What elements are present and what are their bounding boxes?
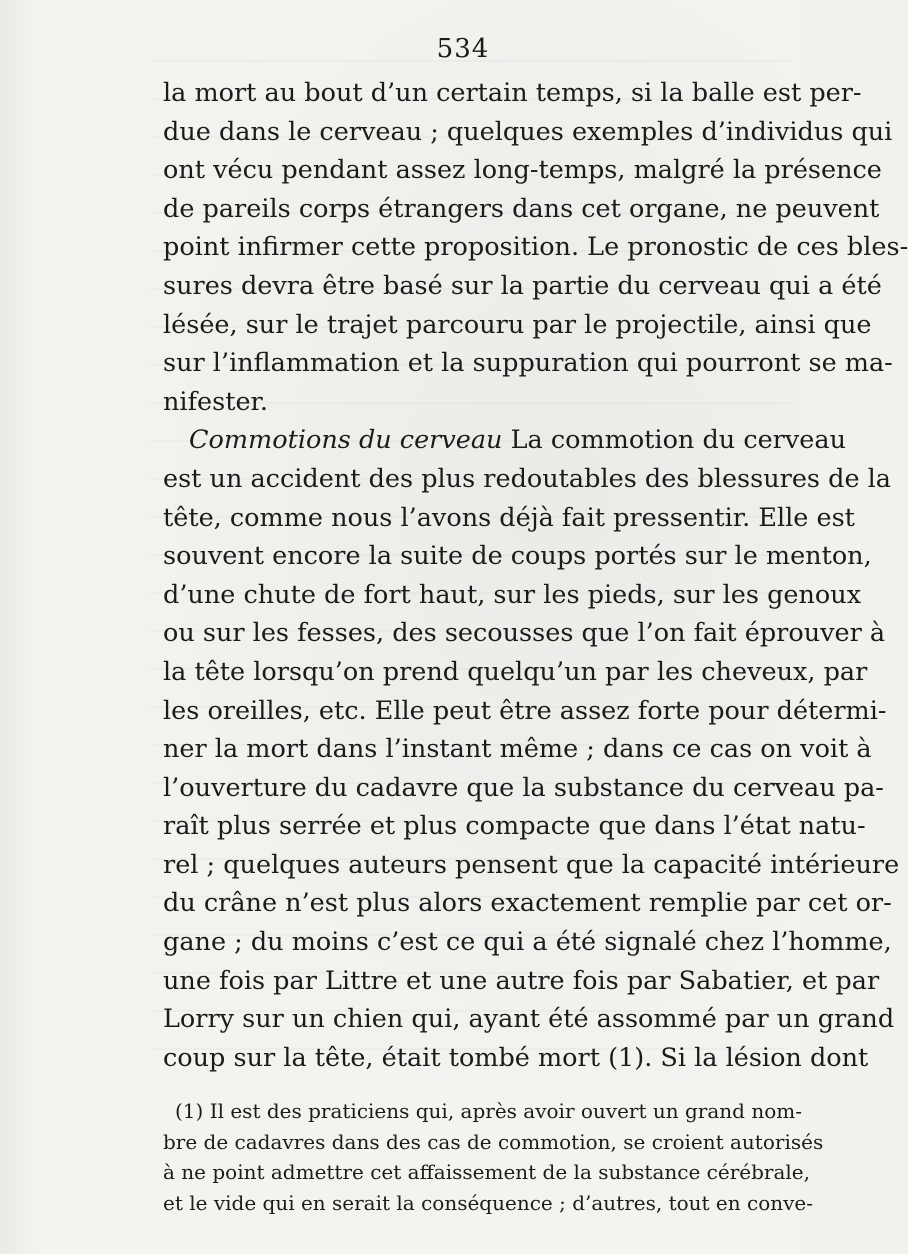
text-line: due dans le cerveau ; quelques exemples d’individus qui (163, 116, 893, 147)
text-line: point infirmer cette proposition. Le pronostic de ces bles- (163, 232, 908, 263)
main-text (163, 74, 908, 1077)
text-line: la tête lorsqu’on prend quelqu’un par les cheveux, par (163, 656, 868, 687)
text-line: rel ; quelques auteurs pensent que la capacité intérieure (163, 849, 900, 880)
text-line: de pareils corps étrangers dans cet organe, ne peuvent (163, 193, 880, 224)
text-line: les oreilles, etc. Elle peut être assez forte pour détermi- (163, 695, 887, 726)
text-line: coup sur la tête, était tombé mort (1). Si la lésion dont (163, 1042, 869, 1073)
section-heading-continuation: La commotion du cerveau (502, 425, 846, 456)
footnote-line: et le vide qui en serait la conséquence ; d’autres, tout en conve- (163, 1190, 814, 1215)
text-line: lésée, sur le trajet parcouru par le projectile, ainsi que (163, 309, 872, 340)
text-line: ont vécu pendant assez long-temps, malgré la présence (163, 155, 882, 186)
text-line: d’une chute de fort haut, sur les pieds, sur les genoux (163, 579, 862, 610)
footnote-line: (1) Il est des praticiens qui, après avoir ouvert un grand nom- (175, 1099, 802, 1123)
section-heading: Commotions du cerveau (189, 425, 503, 456)
footnote-line: à ne point admettre cet affaissement de la substance cérébrale, (163, 1160, 810, 1185)
text-line: raît plus serrée et plus compacte que dans l’état natu- (163, 811, 866, 842)
text-line: l’ouverture du cadavre que la substance du cerveau pa- (163, 772, 884, 803)
text-line: nifester. (163, 386, 269, 417)
text-line: ner la mort dans l’instant même ; dans ce cas on voit à (163, 734, 872, 765)
section-start-line (163, 421, 846, 460)
text-line: sures devra être basé sur la partie du cerveau qui a été (163, 270, 882, 301)
footnote (163, 1096, 824, 1218)
text-line: du crâne n’est plus alors exactement remplie par cet or- (163, 888, 892, 919)
text-line: tête, comme nous l’avons déjà fait pressentir. Elle est (163, 502, 855, 533)
page-number: 534 (436, 34, 490, 64)
text-line: est un accident des plus redoutables des blessures de la (163, 463, 892, 494)
text-line: ou sur les fesses, des secousses que l’on fait éprouver à (163, 618, 886, 649)
footnote-line: bre de cadavres dans des cas de commotion, se croient autorisés (163, 1129, 824, 1154)
text-line: souvent encore la suite de coups portés sur le menton, (163, 541, 872, 572)
text-line: gane ; du moins c’est ce qui a été signalé chez l’homme, (163, 927, 892, 958)
text-line: Lorry sur un chien qui, ayant été assommé par un grand (163, 1004, 895, 1035)
text-line: une fois par Littre et une autre fois par Sabatier, et par (163, 965, 880, 996)
text-line: sur l’inflammation et la suppuration qui pourront se ma- (163, 348, 893, 379)
text-line: la mort au bout d’un certain temps, si la balle est per- (163, 78, 862, 108)
